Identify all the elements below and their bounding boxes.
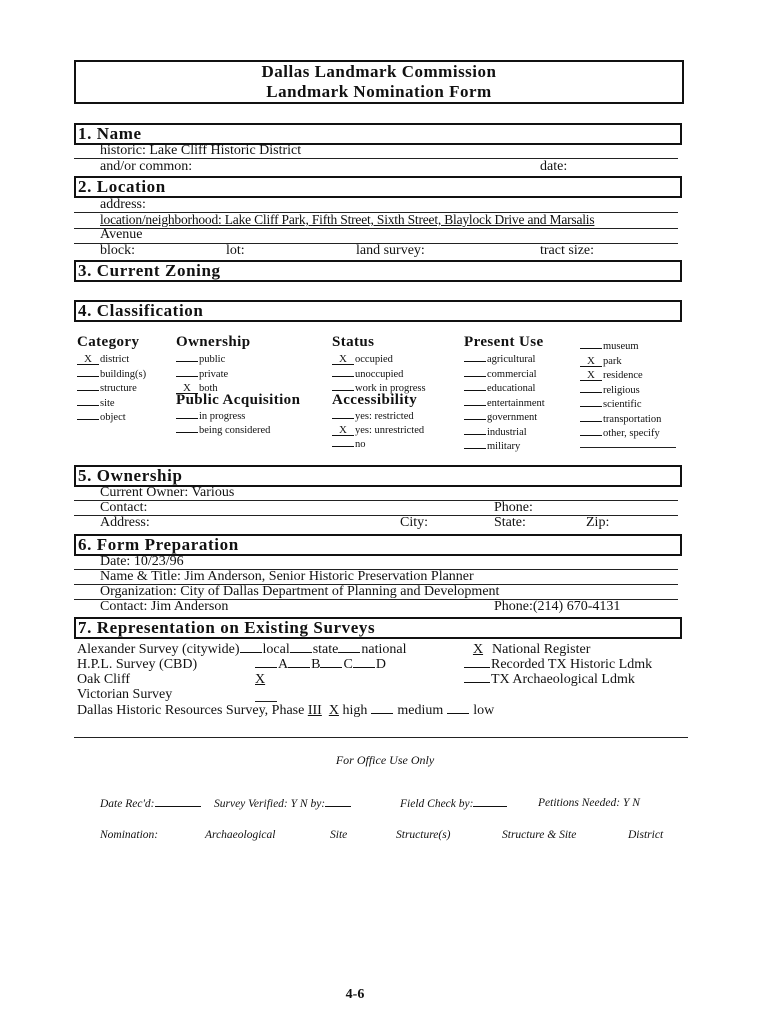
nomination-structure-site: Structure & Site xyxy=(502,829,577,841)
nomination-label: Nomination: xyxy=(100,829,159,841)
block-label: block: xyxy=(100,243,135,258)
commission-title: Dallas Landmark Commission xyxy=(261,62,497,81)
checklist-item xyxy=(176,353,228,368)
checklist-label: being considered xyxy=(199,425,271,436)
checklist-label: public xyxy=(199,354,226,365)
checklist-item xyxy=(464,382,545,397)
accessibility-heading: Accessibility xyxy=(332,392,418,408)
check-mark xyxy=(464,376,486,377)
address-label: address: xyxy=(100,197,146,212)
check-mark: X xyxy=(580,370,602,381)
location-line-2: Avenue xyxy=(100,227,143,242)
section-name-header: 1. Name xyxy=(74,123,682,145)
checklist-label: in progress xyxy=(199,411,246,422)
prep-date: Date: 10/23/96 xyxy=(100,554,184,569)
checklist-label: transportation xyxy=(603,413,662,425)
check-mark xyxy=(580,406,602,407)
check-mark xyxy=(580,435,602,436)
check-mark xyxy=(464,419,486,420)
national-register: X National Register xyxy=(472,642,591,657)
check-mark xyxy=(332,446,354,447)
hpl-options: A B C D xyxy=(255,657,386,673)
present-use-list-2 xyxy=(580,340,661,442)
check-mark: X xyxy=(580,356,602,367)
checklist-item xyxy=(332,368,426,383)
hpl-survey: H.P.L. Survey (CBD) xyxy=(77,657,198,672)
checklist-item xyxy=(332,438,424,452)
status-heading: Status xyxy=(332,334,375,350)
checklist-label: object xyxy=(100,412,126,423)
section-ownership-header: 5. Ownership xyxy=(74,465,682,487)
check-mark: X xyxy=(77,354,99,365)
checklist-label: agricultural xyxy=(487,354,536,365)
specify-line xyxy=(580,447,676,448)
location-line-1: location/neighborhood: Lake Cliff Park, Fifth Street, Sixth Street, Blaylock Drive and Marsalis xyxy=(100,212,595,227)
check-mark xyxy=(77,419,99,420)
checklist-item xyxy=(580,355,661,370)
section-location-header: 2. Location xyxy=(74,176,682,198)
tx-archaeological-ldmk: TX Archaeological Ldmk xyxy=(464,672,635,688)
check-mark xyxy=(176,418,198,419)
accessibility-list xyxy=(332,410,424,452)
checklist-label: no xyxy=(355,439,366,450)
present-use-list xyxy=(464,353,545,455)
land-survey-label: land survey: xyxy=(356,243,425,258)
nomination-archaeological: Archaeological xyxy=(205,829,276,841)
checklist-item xyxy=(580,384,661,399)
status-list xyxy=(332,353,426,397)
check-mark xyxy=(77,376,99,377)
common-name-label: and/or common: xyxy=(100,159,193,174)
checklist-label: both xyxy=(199,383,218,394)
office-divider xyxy=(74,737,688,738)
public-acquisition-heading: Public Acquisition xyxy=(176,392,301,408)
prep-name-title: Name & Title: Jim Anderson, Senior Historic Preservation Planner xyxy=(100,569,474,584)
checklist-label: other, specify xyxy=(603,428,660,439)
zip-label: Zip: xyxy=(586,515,610,530)
office-use-title: For Office Use Only xyxy=(335,753,435,767)
checklist-item xyxy=(176,410,270,424)
checklist-label: occupied xyxy=(355,354,393,365)
phone-label: Phone: xyxy=(494,500,533,515)
divider xyxy=(74,228,678,229)
check-mark xyxy=(332,390,354,391)
prep-phone: Phone:(214) 670-4131 xyxy=(494,599,621,614)
category-heading: Category xyxy=(77,334,140,350)
oak-cliff-survey: Oak Cliff xyxy=(77,672,131,687)
check-mark xyxy=(176,432,198,433)
checklist-label: entertainment xyxy=(487,397,545,409)
victorian-blank xyxy=(255,701,277,702)
state-label: State: xyxy=(494,515,526,530)
check-mark xyxy=(580,421,602,422)
check-mark xyxy=(580,348,602,349)
checklist-item xyxy=(464,353,545,368)
victorian-survey: Victorian Survey xyxy=(77,687,173,702)
checklist-item xyxy=(176,368,228,383)
checklist-item xyxy=(580,427,661,442)
section-zoning-header: 3. Current Zoning xyxy=(74,260,682,282)
check-mark xyxy=(580,392,602,393)
check-mark xyxy=(176,361,198,362)
check-mark xyxy=(464,361,486,362)
nomination-site: Site xyxy=(330,829,348,841)
ownership-list xyxy=(176,353,228,397)
checklist-item xyxy=(332,410,424,424)
checklist-item xyxy=(580,398,661,413)
checklist-label: industrial xyxy=(487,426,527,438)
ownership-heading: Ownership xyxy=(176,334,251,350)
checklist-item xyxy=(580,369,661,384)
checklist-label: yes: restricted xyxy=(355,411,414,422)
checklist-label: museum xyxy=(603,341,639,352)
checklist-item xyxy=(464,397,545,412)
date-received: Date Rec'd: xyxy=(100,797,202,810)
checklist-label: government xyxy=(487,412,538,423)
checklist-label: private xyxy=(199,368,229,380)
checklist-item xyxy=(77,411,146,426)
check-mark xyxy=(176,376,198,377)
check-mark xyxy=(464,390,486,391)
city-label: City: xyxy=(400,515,429,530)
address-label: Address: xyxy=(100,515,150,530)
checklist-item xyxy=(464,368,545,383)
page-number: 4-6 xyxy=(345,987,365,1002)
nomination-district: District xyxy=(628,829,664,841)
check-mark xyxy=(332,376,354,377)
historic-name: historic: Lake Cliff Historic District xyxy=(100,143,302,158)
check-mark xyxy=(77,405,99,406)
checklist-label: educational xyxy=(487,383,536,394)
checklist-item xyxy=(77,382,146,397)
public-acquisition-list xyxy=(176,410,270,438)
checklist-label: scientific xyxy=(603,399,642,410)
checklist-item xyxy=(332,353,426,368)
petitions-needed: Petitions Needed: Y N xyxy=(538,797,640,809)
checklist-label: district xyxy=(100,354,130,365)
prep-organization: Organization: City of Dallas Department of Planning and Development xyxy=(100,584,500,599)
divider xyxy=(74,500,678,501)
oak-cliff-mark: X xyxy=(255,672,266,687)
checklist-item xyxy=(464,426,545,441)
checklist-item xyxy=(77,353,146,368)
checklist-label: site xyxy=(100,397,115,409)
category-list xyxy=(77,353,146,426)
form-title-box xyxy=(74,60,684,104)
checklist-item xyxy=(332,424,424,438)
nomination-structures: Structure(s) xyxy=(396,829,451,841)
alexander-survey: Alexander Survey (citywide) local state national xyxy=(77,642,407,657)
tx-historic-ldmk: Recorded TX Historic Ldmk xyxy=(464,657,652,673)
present-use-heading: Present Use xyxy=(464,334,544,350)
form-title: Landmark Nomination Form xyxy=(266,82,492,101)
check-mark xyxy=(77,390,99,391)
field-check: Field Check by: xyxy=(400,797,508,810)
checklist-label: building(s) xyxy=(100,368,147,380)
checklist-label: work in progress xyxy=(355,383,426,394)
checklist-item xyxy=(464,440,545,455)
date-label: date: xyxy=(540,159,568,174)
section-form-prep-header: 6. Form Preparation xyxy=(74,534,682,556)
check-mark: X xyxy=(332,425,354,436)
contact-label: Contact: xyxy=(100,500,148,515)
checklist-label: park xyxy=(603,355,622,367)
section-classification-header: 4. Classification xyxy=(74,300,682,322)
check-mark xyxy=(464,405,486,406)
survey-verified: Survey Verified: Y N by: xyxy=(214,797,352,810)
check-mark xyxy=(332,418,354,419)
checklist-item xyxy=(77,397,146,412)
checklist-item xyxy=(580,413,661,428)
checklist-label: residence xyxy=(603,370,643,381)
checklist-label: military xyxy=(487,441,521,452)
checklist-label: unoccupied xyxy=(355,368,404,380)
checklist-label: religious xyxy=(603,384,640,396)
checklist-label: commercial xyxy=(487,368,537,380)
check-mark: X xyxy=(176,383,198,394)
checklist-item xyxy=(77,368,146,383)
checklist-label: yes: unrestricted xyxy=(355,425,425,436)
prep-contact: Contact: Jim Anderson xyxy=(100,599,229,614)
section-surveys-header: 7. Representation on Existing Surveys xyxy=(74,617,682,639)
current-owner: Current Owner: Various xyxy=(100,485,235,500)
check-mark: X xyxy=(332,354,354,365)
dallas-hr-survey: Dallas Historic Resources Survey, Phase III X high medium low xyxy=(77,703,495,718)
tract-size-label: tract size: xyxy=(540,243,595,258)
lot-label: lot: xyxy=(226,243,245,258)
check-mark xyxy=(464,448,486,449)
checklist-item xyxy=(464,411,545,426)
checklist-item xyxy=(176,424,270,438)
check-mark xyxy=(464,434,486,435)
checklist-label: structure xyxy=(100,383,137,394)
checklist-item xyxy=(580,340,661,355)
